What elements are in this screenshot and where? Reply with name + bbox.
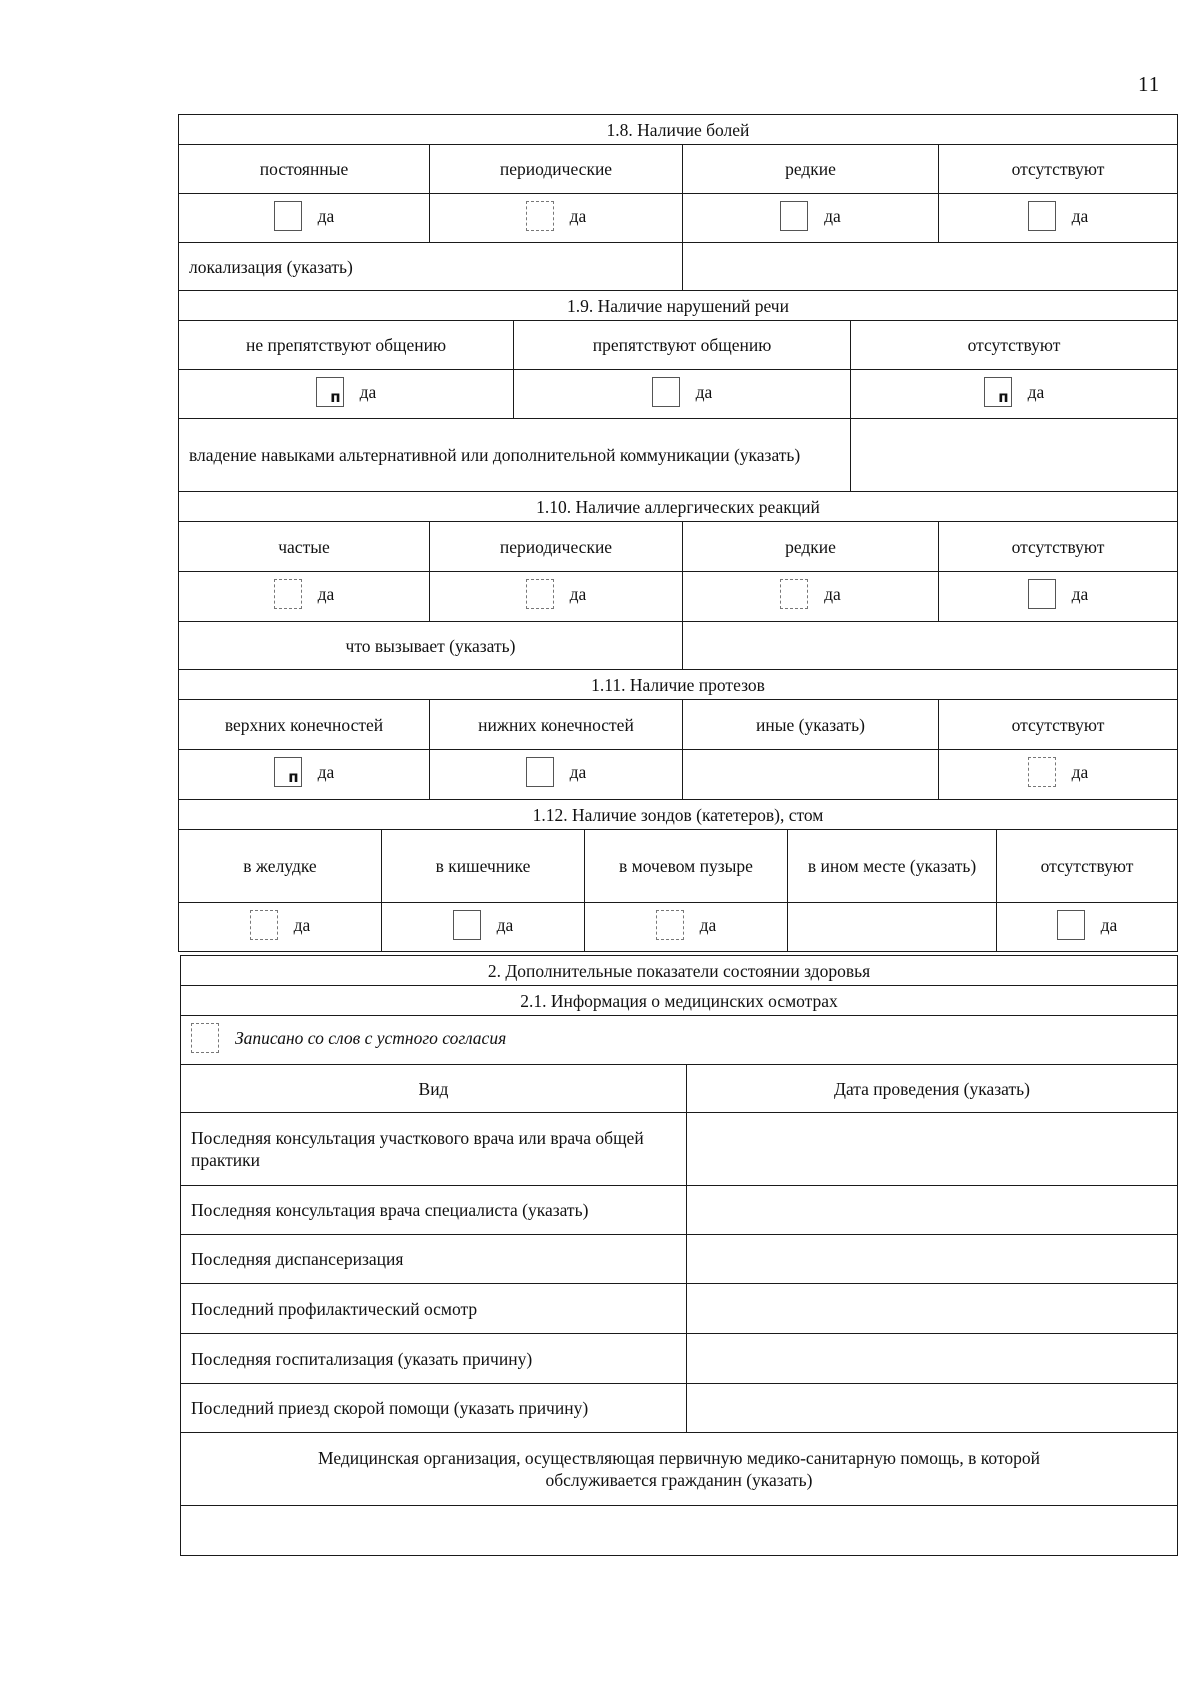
header-hindering: препятствуют общению [514, 321, 851, 370]
header-periodic: периодические [430, 522, 683, 572]
checkbox-periodic[interactable] [526, 201, 554, 231]
yes-label: да [317, 205, 335, 226]
date-field-specialist-consultation[interactable] [687, 1186, 1178, 1235]
allergy-cause-label: что вызывает (указать) [179, 622, 683, 670]
header-other-place: в ином месте (указать) [788, 830, 997, 903]
section-title: 2. Дополнительные показатели состоянии здоровья [181, 956, 1178, 986]
section-1-11-prostheses [178, 669, 1178, 800]
date-field-hospitalization[interactable] [687, 1334, 1178, 1384]
other-place-field[interactable] [788, 903, 997, 952]
other-prosthesis-field[interactable] [683, 750, 939, 800]
checkbox-absent[interactable] [1028, 201, 1056, 231]
header-rare: редкие [683, 145, 939, 194]
medical-organization-field[interactable] [181, 1506, 1178, 1556]
header-periodic: периодические [430, 145, 683, 194]
row-label-dispensarization: Последняя диспансеризация [181, 1235, 687, 1284]
row-label-ambulance: Последний приезд скорой помощи (указать причину) [181, 1384, 687, 1433]
checkbox-hindering[interactable] [652, 377, 680, 407]
header-not-hindering: не препятствуют общению [179, 321, 514, 370]
section-1-12-catheters [178, 799, 1178, 952]
header-rare: редкие [683, 522, 939, 572]
localization-label: локализация (указать) [179, 243, 683, 291]
page-number: 11 [1138, 72, 1161, 96]
header-other: иные (указать) [683, 700, 939, 750]
allergy-cause-field[interactable] [683, 622, 1178, 670]
yes-label: да [824, 584, 841, 604]
header-kind: Вид [181, 1065, 687, 1113]
yes-label: да [317, 762, 335, 782]
checkbox-absent[interactable] [1057, 910, 1085, 940]
checkbox-rare[interactable] [780, 201, 808, 231]
checkbox-absent[interactable] [1028, 757, 1056, 787]
medical-organization-label: Медицинская организация, осуществляющая первичную медико-санитарную помощь, в которой обслуживается гражданин (указать) [181, 1433, 1178, 1506]
yes-label: да [1071, 584, 1089, 604]
consent-label: Записано со слов с устного согласия [235, 1027, 507, 1048]
checkbox-not-hindering[interactable] [316, 377, 344, 407]
checkbox-lower-limbs[interactable] [526, 757, 554, 787]
checkbox-stomach[interactable] [250, 910, 278, 940]
checkbox-constant[interactable] [274, 201, 302, 231]
yes-label: да [569, 584, 587, 604]
header-absent: отсутствуют [939, 522, 1178, 572]
yes-label: да [569, 205, 587, 226]
section-title: 1.12. Наличие зондов (катетеров), стом [179, 800, 1178, 830]
yes-label: да [1071, 762, 1089, 782]
section-title: 1.10. Наличие аллергических реакций [179, 492, 1178, 522]
yes-label: да [1100, 914, 1118, 935]
date-field-ambulance[interactable] [687, 1384, 1178, 1433]
date-field-preventive-exam[interactable] [687, 1284, 1178, 1334]
section-1-8-pain [178, 114, 1178, 291]
header-absent: отсутствуют [939, 700, 1178, 750]
yes-label: да [1071, 205, 1089, 226]
section-title: 1.11. Наличие протезов [179, 670, 1178, 700]
checkbox-mark: п [998, 387, 1009, 406]
yes-label: да [1027, 381, 1045, 402]
yes-label: да [699, 914, 717, 935]
date-field-dispensarization[interactable] [687, 1235, 1178, 1284]
row-label-gp-consultation: Последняя консультация участкового врача или врача общей практики [181, 1113, 687, 1186]
section-1-10-allergy [178, 491, 1178, 670]
section-title: 1.9. Наличие нарушений речи [179, 291, 1178, 321]
row-label-preventive-exam: Последний профилактический осмотр [181, 1284, 687, 1334]
yes-label: да [569, 762, 587, 782]
yes-label: да [496, 914, 514, 935]
alt-communication-label: владение навыками альтернативной или дополнительной коммуникации (указать) [179, 419, 851, 492]
checkbox-mark: п [288, 768, 299, 786]
checkbox-mark: п [330, 387, 341, 406]
checkbox-absent[interactable] [1028, 579, 1056, 609]
yes-label: да [359, 381, 377, 402]
header-absent: отсутствуют [851, 321, 1178, 370]
header-upper-limbs: верхних конечностей [179, 700, 430, 750]
section-title: 1.8. Наличие болей [179, 115, 1178, 145]
header-lower-limbs: нижних конечностей [430, 700, 683, 750]
localization-field[interactable] [683, 243, 1178, 291]
checkbox-rare[interactable] [780, 579, 808, 609]
header-intestine: в кишечнике [382, 830, 585, 903]
subsection-title: 2.1. Информация о медицинских осмотрах [181, 986, 1178, 1016]
header-constant: постоянные [179, 145, 430, 194]
row-label-specialist-consultation: Последняя консультация врача специалиста (указать) [181, 1186, 687, 1235]
alt-communication-field[interactable] [851, 419, 1178, 492]
consent-checkbox[interactable] [191, 1023, 219, 1053]
row-label-hospitalization: Последняя госпитализация (указать причину) [181, 1334, 687, 1384]
checkbox-periodic[interactable] [526, 579, 554, 609]
header-absent: отсутствуют [997, 830, 1178, 903]
section-2-medical-exams [180, 955, 1178, 1556]
header-frequent: частые [179, 522, 430, 572]
date-field-gp-consultation[interactable] [687, 1113, 1178, 1186]
checkbox-upper-limbs[interactable] [274, 757, 302, 787]
header-date: Дата проведения (указать) [687, 1065, 1178, 1113]
checkbox-intestine[interactable] [453, 910, 481, 940]
header-bladder: в мочевом пузыре [585, 830, 788, 903]
checkbox-bladder[interactable] [656, 910, 684, 940]
yes-label: да [695, 381, 713, 402]
header-absent: отсутствуют [939, 145, 1178, 194]
checkbox-absent[interactable] [984, 377, 1012, 407]
checkbox-frequent[interactable] [274, 579, 302, 609]
yes-label: да [293, 914, 311, 935]
section-1-9-speech [178, 290, 1178, 492]
yes-label: да [824, 205, 841, 226]
header-stomach: в желудке [179, 830, 382, 903]
yes-label: да [317, 584, 335, 604]
